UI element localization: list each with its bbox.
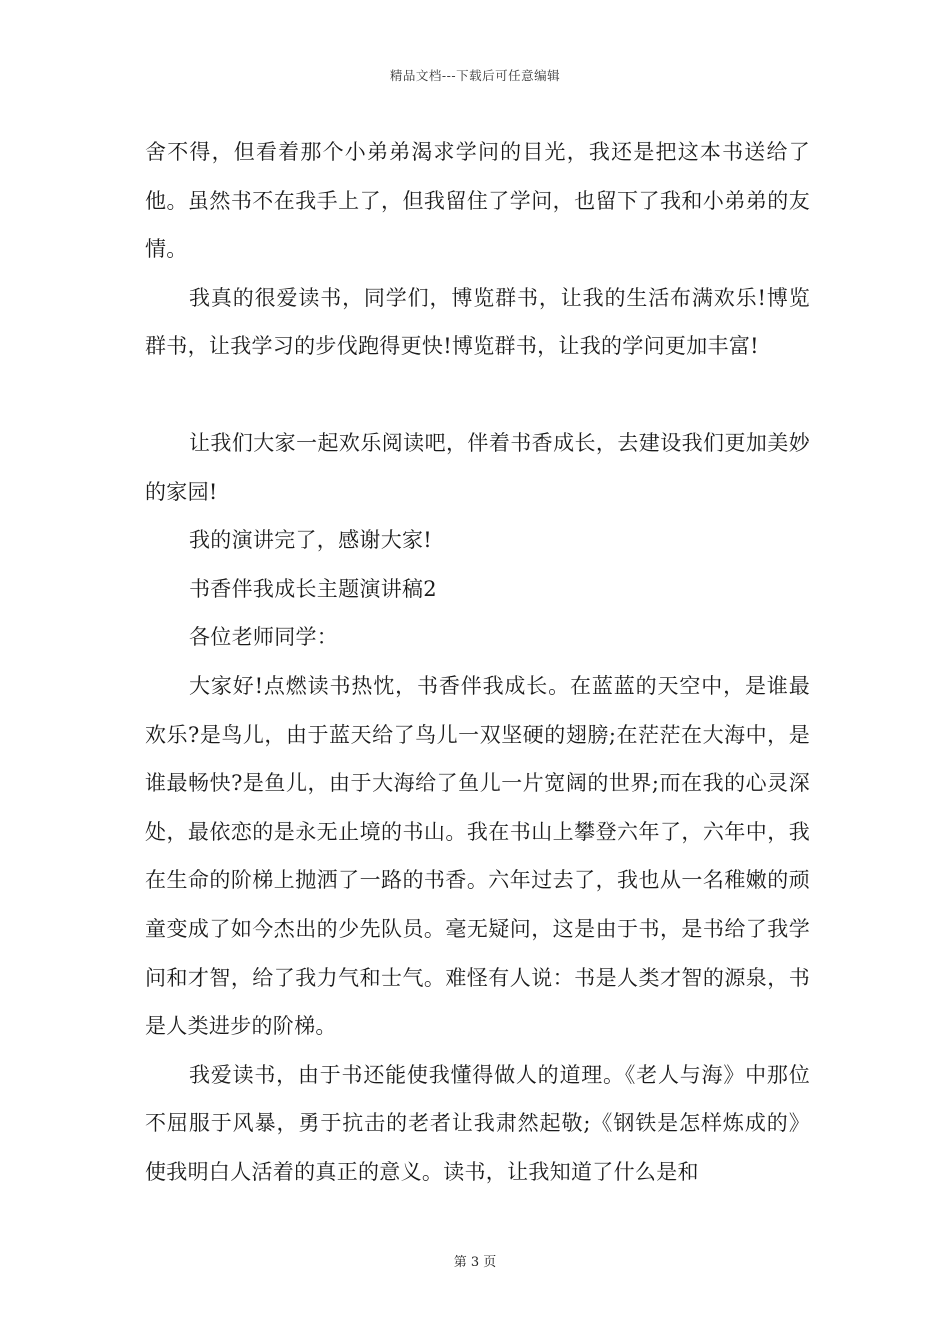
paragraph: 我爱读书，由于书还能使我懂得做人的道理。《老人与海》中那位不屈服于风暴，勇于抗击的老者让我肃然起敬;《钢铁是怎样炼成的》使我明白人活着的真正的意义。读书，让我知道了什么是和	[145, 1062, 810, 1184]
paragraph: 让我们大家一起欢乐阅读吧，伴着书香成长，去建设我们更加美妙的家园!	[145, 430, 810, 504]
paragraph: 大家好!点燃读书热忱，书香伴我成长。在蓝蓝的天空中，是谁最欢乐?是鸟儿，由于蓝天给了鸟儿一双坚硬的翅膀;在茫茫在大海中，是谁最畅快?是鱼儿，由于大海给了鱼儿一片宽阔的世界;而在我的心灵深处，最依恋的是永无止境的书山。我在书山上攀登六年了，六年中，我在生命的阶梯上抛洒了一路的书香。六年过去了，我也从一名稚嫩的顽童变成了如今杰出的少先队员。毫无疑问，这是由于书，是书给了我学问和才智，给了我力气和士气。难怪有人说：书是人类才智的源泉，书是人类进步的阶梯。	[145, 673, 810, 1039]
document-body	[145, 128, 810, 1196]
paragraph-gap	[145, 371, 810, 419]
paragraph: 我真的很爱读书，同学们，博览群书，让我的生活布满欢乐!博览群书，让我学习的步伐跑得更快!博览群书，让我的学问更加丰富!	[145, 285, 810, 359]
page-header: 精品文档---下载后可任意编辑	[389, 68, 561, 83]
salutation: 各位老师同学：	[189, 625, 339, 650]
paragraph: 我的演讲完了，感谢大家!	[189, 528, 433, 553]
paragraph-continuation: 舍不得，但看着那个小弟弟渴求学问的目光，我还是把这本书送给了他。虽然书不在我手上了，但我留住了学问，也留下了我和小弟弟的友情。	[145, 140, 810, 262]
section-title: 书香伴我成长主题演讲稿2	[189, 576, 437, 601]
page-number: 第 3 页	[453, 1255, 497, 1270]
